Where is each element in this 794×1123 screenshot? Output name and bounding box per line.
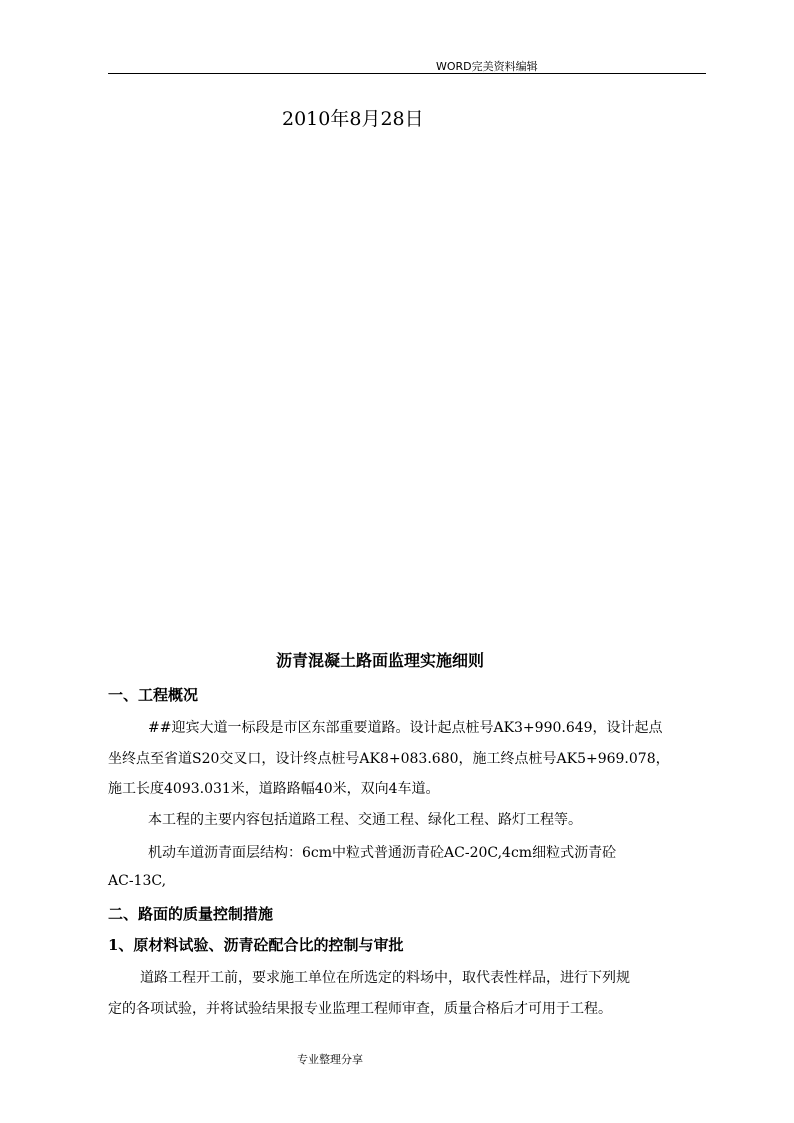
paragraph-line: AC-13C, xyxy=(108,873,167,889)
page-header: WORD完美资料编辑 xyxy=(436,60,538,73)
paragraph-line: 定的各项试验，并将试验结果报专业监理工程师审查，质量合格后才可用于工程。 xyxy=(108,1001,612,1017)
section-heading-overview: 一、工程概况 xyxy=(108,686,199,704)
paragraph-line: 本工程的主要内容包括道路工程、交通工程、绿化工程、路灯工程等。 xyxy=(148,812,582,828)
paragraph-line: 机动车道沥青面层结构：6cm中粒式普通沥青砼AC-20C,4cm细粒式沥青砼 xyxy=(148,845,617,861)
header-rule xyxy=(108,73,706,74)
document-date: 2010年8月28日 xyxy=(282,108,424,130)
document-title: 沥青混凝土路面监理实施细则 xyxy=(276,651,485,670)
page-footer: 专业整理分享 xyxy=(297,1053,363,1066)
paragraph-line: 施工长度4093.031米，道路路幅40米，双向4车道。 xyxy=(108,781,440,797)
subsection-heading-materials: 1、原材料试验、沥青砼配合比的控制与审批 xyxy=(108,936,404,954)
paragraph-line: 坐终点至省道S20交叉口，设计终点桩号AK8+083.680，施工终点桩号AK5+969.078， xyxy=(108,751,670,767)
paragraph-line: 道路工程开工前，要求施工单位在所选定的料场中，取代表性样品，进行下列规 xyxy=(140,970,630,986)
section-heading-quality-control: 二、路面的质量控制措施 xyxy=(108,905,274,923)
paragraph-line: ##迎宾大道一标段是市区东部重要道路。设计起点桩号AK3+990.649，设计起点 xyxy=(148,720,663,736)
